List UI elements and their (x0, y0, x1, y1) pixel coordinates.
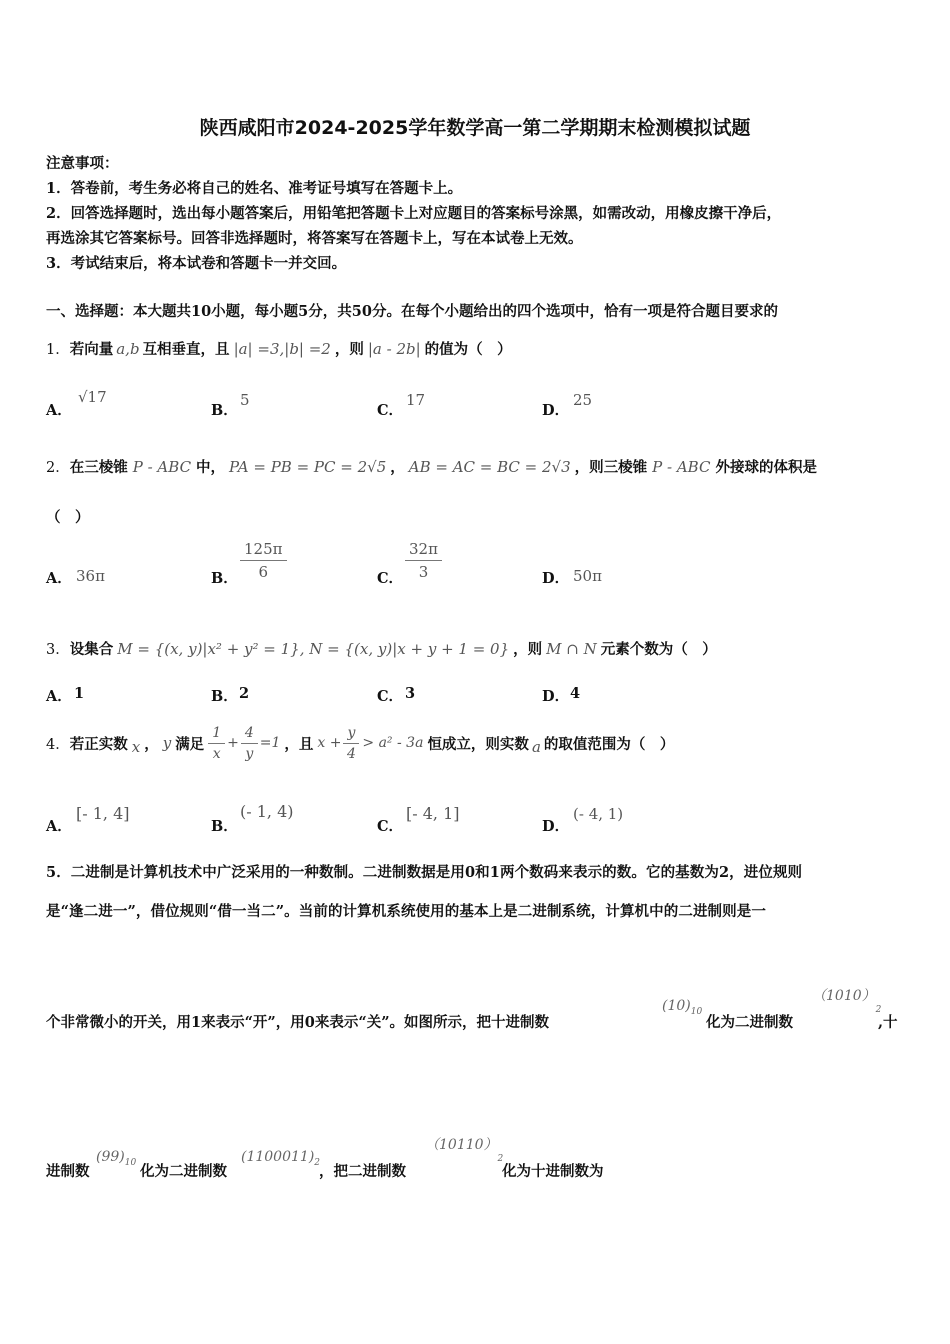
q2-option-b-denominator: 6 (258, 563, 269, 581)
q5-decimal-99: $(99)_{10}$ (96, 1149, 137, 1168)
q5-line-4a: 进制数 (46, 1163, 90, 1180)
q3-option-a: 1 (74, 685, 85, 702)
q2-option-b-label: B． (211, 570, 238, 587)
q5-binary-10110: $(10110)_2$ (425, 1137, 504, 1164)
q4-option-d: (- 4, 1) (573, 805, 624, 823)
q3-number: 3． (46, 642, 70, 658)
q5-line-4d: 化为十进制数为 (502, 1163, 604, 1180)
q4-frac2-num: 4 (241, 725, 258, 744)
q1-math-magnitudes: |a| =3,|b| =2 (233, 340, 331, 358)
question-1-stem: 1．若向量 a,b 互相垂直，且 |a| =3,|b| =2 ，则 |a - 2b| 的值为（ ） (46, 340, 512, 358)
q4-math-a: a (531, 738, 541, 756)
q4-option-a: [- 1, 4] (76, 804, 130, 823)
q1-option-d: 25 (573, 391, 593, 409)
q5-binary-1100011: $(1100011)_2$ (241, 1149, 321, 1168)
q1-option-b: 5 (240, 391, 250, 409)
q3-option-c-label: C． (377, 688, 404, 705)
q1-option-b-label: B． (211, 402, 238, 419)
q4-option-d-label: D． (542, 818, 570, 835)
q4-option-b-label: B． (211, 818, 238, 835)
q2-option-c-denominator: 3 (418, 563, 429, 581)
q5-line-3a: 个非常微小的开关，用1来表示“开”，用0来表示“关”。如图所示，把十进制数 (46, 1014, 550, 1031)
notice-item-3: 3．考试结束后，将本试卷和答题卡一并交回。 (46, 255, 347, 272)
notice-item-1: 1．答卷前，考生务必将自己的姓名、准考证号填写在答题卡上。 (46, 180, 463, 197)
q3-option-b-label: B． (211, 688, 238, 705)
q4-math-inequality: x + $\frac{y}{4}$ > a² - 3a (317, 724, 424, 762)
q5-decimal-10: $(10)_{10}$ (662, 998, 703, 1017)
notice-item-2a: 2．回答选择题时，选出每小题答案后，用铅笔把答题卡上对应题目的答案标号涂黑，如需改动，用橡皮擦干净后， (46, 205, 782, 222)
q3-option-b: 2 (239, 685, 250, 702)
q1-math-vectors: a,b (116, 340, 140, 358)
q2-option-b-numerator: 125π (240, 540, 287, 561)
q1-option-a: √17 (78, 388, 107, 406)
q2-option-c-label: C． (377, 570, 404, 587)
q4-option-c: [- 4, 1] (406, 804, 460, 823)
section-heading: 一、选择题：本大题共10小题，每小题5分，共50分。在每个小题给出的四个选项中，恰有一项是符合题目要求的 (46, 303, 778, 320)
q2-math-lateral: PA = PB = PC = 2√5 (229, 458, 387, 476)
q2-option-b (240, 540, 287, 581)
q4-option-a-label: A． (46, 818, 72, 835)
notice-item-2b: 再选涂其它答案标号。回答非选择题时，将答案写在答题卡上，写在本试卷上无效。 (46, 230, 583, 247)
q4-option-c-label: C． (377, 818, 404, 835)
q4-frac2-den: y (245, 745, 254, 762)
q4-number: 4． (46, 736, 70, 753)
q5-line-3c: ,十 (878, 1014, 898, 1031)
q5-line-4c: ，把二进制数 (319, 1163, 406, 1180)
q4-math-condition: $\frac{1}{x}$ + $\frac{4}{y}$ =1 (204, 725, 284, 762)
q4-frac1-den: x (212, 745, 221, 762)
q2-math-pyramid-2: P - ABC (652, 458, 711, 476)
q3-option-d: 4 (570, 685, 581, 702)
q2-number: 2． (46, 460, 70, 476)
q4-option-b: (- 1, 4) (240, 802, 294, 821)
q3-option-a-label: A． (46, 688, 72, 705)
q4-frac3-den: 4 (346, 745, 356, 762)
notice-heading: 注意事项： (46, 155, 119, 172)
q1-option-c: 17 (406, 391, 426, 409)
q4-math-y: y (162, 734, 172, 752)
q5-binary-1010: $(1010)_2$ (812, 988, 882, 1015)
question-2-stem: 2．在三棱锥 P - ABC 中， PA = PB = PC = 2√5 ， AB = AC = BC = 2√3 ，则三棱锥 P - ABC 外接球的体积是 (46, 458, 817, 476)
q1-math-expression: |a - 2b| (367, 340, 421, 358)
q1-option-a-label: A． (46, 402, 72, 419)
q2-option-d-label: D． (542, 570, 570, 587)
q2-option-a-label: A． (46, 570, 72, 587)
q2-math-pyramid: P - ABC (132, 458, 192, 476)
q2-option-d: 50π (573, 567, 602, 585)
q4-frac3-num: y (343, 725, 359, 744)
q2-option-a: 36π (76, 567, 105, 585)
q3-math-sets: M = {(x, y)|x² + y² = 1}, N = {(x, y)|x + y + 1 = 0} (117, 640, 510, 658)
q5-line-2: 是“逢二进一”，借位规则“借一当二”。当前的计算机系统使用的基本上是二进制系统，计算机中的二进制则是一 (46, 903, 766, 920)
question-3-stem: 3．设集合 M = {(x, y)|x² + y² = 1}, N = {(x, y)|x + y + 1 = 0} ，则 M ∩ N 元素个数为（ ） (46, 640, 717, 658)
q1-option-d-label: D． (542, 402, 570, 419)
question-4-stem: 4． 若正实数 x ， y 满足 $\frac{1}{x}$ + $\frac{4}{y}$ =1 ，且 x + $\frac{y}{4}$ > a² - 3a 恒成立，则实数 a 的取值范围为（ ） (46, 724, 675, 762)
q1-option-c-label: C． (377, 402, 404, 419)
q3-option-d-label: D． (542, 688, 570, 705)
q5-line-4b: 化为二进制数 (140, 1163, 227, 1180)
page-title: 陕西咸阳市2024-2025学年数学高一第二学期期末检测模拟试题 (199, 117, 751, 139)
q3-math-intersection: M ∩ N (546, 640, 597, 658)
q2-paren: （ ） (46, 509, 90, 526)
q5-line-1: 5．二进制是计算机技术中广泛采用的一种数制。二进制数据是用0和1两个数码来表示的数。它的基数为2，进位规则 (46, 864, 803, 881)
q1-number: 1． (46, 342, 70, 358)
q3-option-c: 3 (405, 685, 416, 702)
q5-line-3b: 化为二进制数 (706, 1014, 793, 1031)
q2-option-c (405, 540, 442, 581)
q4-math-x: x (131, 738, 141, 756)
q4-frac1-num: 1 (208, 725, 225, 744)
q2-option-c-numerator: 32π (405, 540, 442, 561)
q2-math-base: AB = AC = BC = 2√3 (408, 458, 571, 476)
